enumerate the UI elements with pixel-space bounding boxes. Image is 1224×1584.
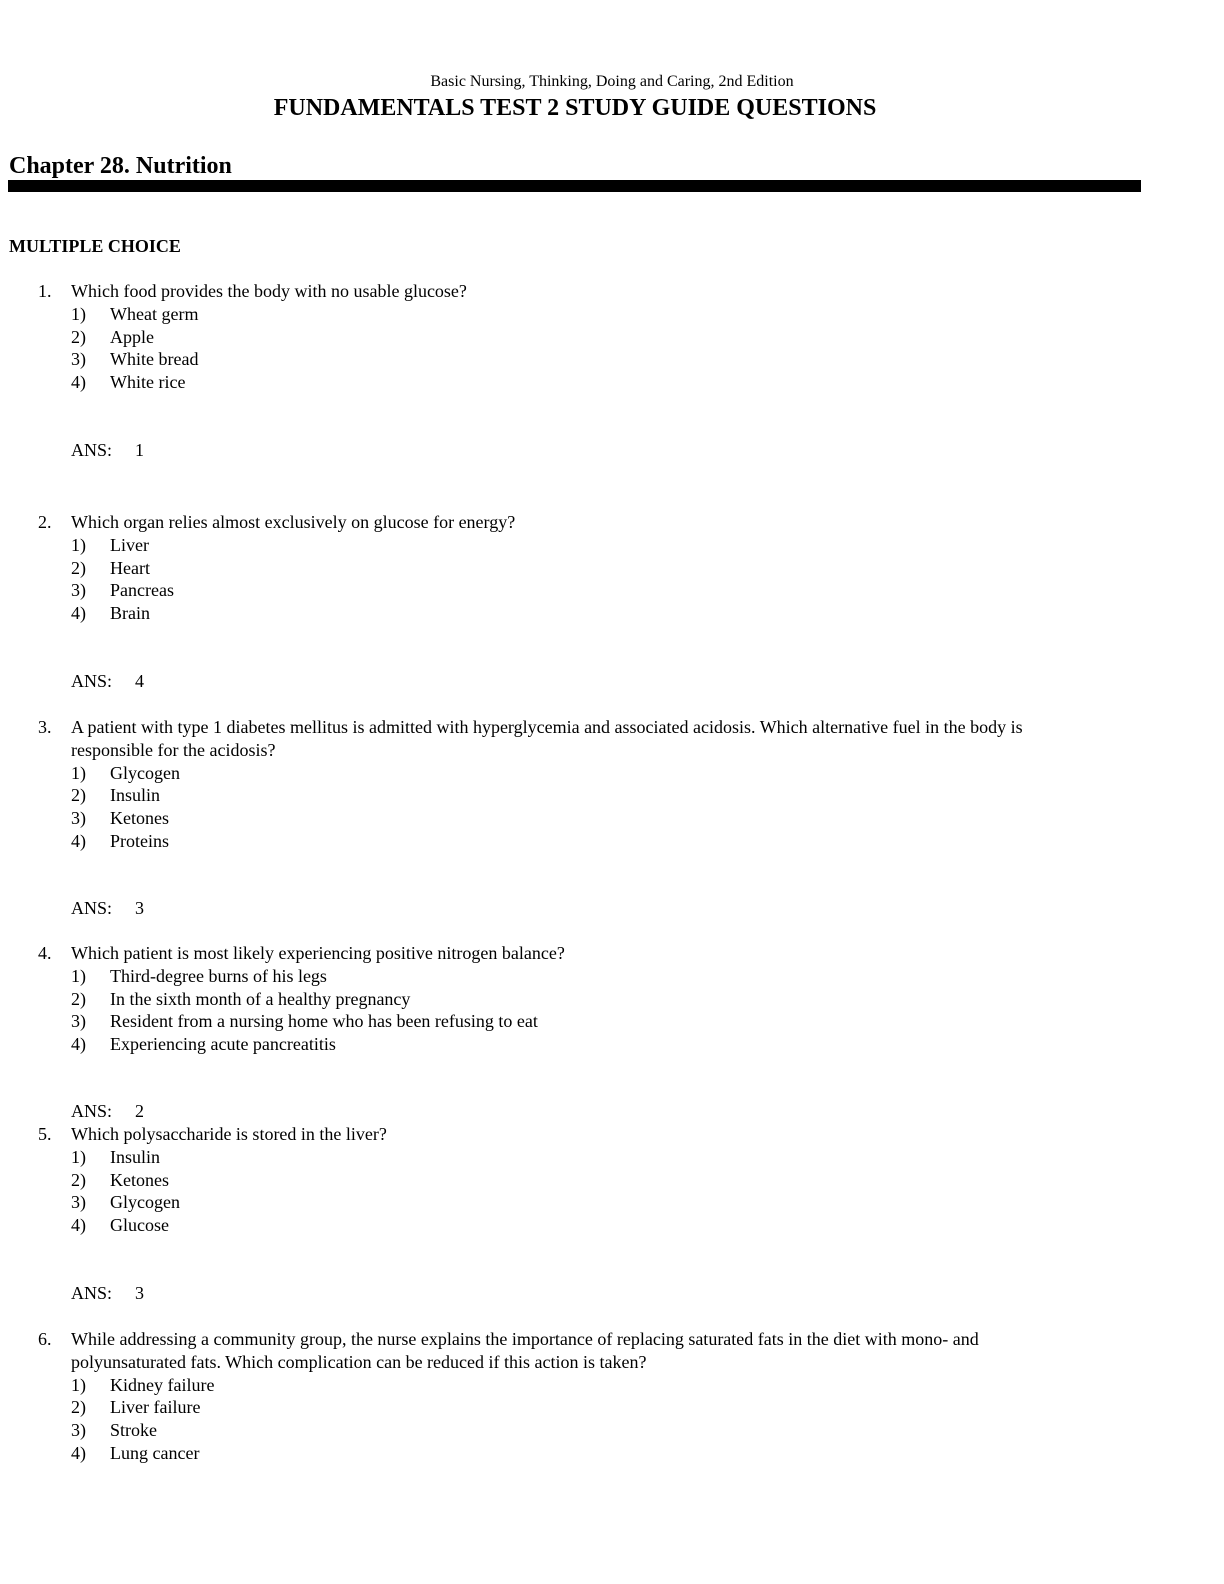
option-number: 4) — [71, 830, 86, 851]
option-number: 3) — [71, 1192, 86, 1213]
option-number: 1) — [71, 1374, 86, 1395]
option-text: White bread — [110, 349, 199, 370]
option-number: 3) — [71, 1011, 86, 1032]
question-line — [0, 511, 1224, 534]
answer-option — [0, 1191, 1224, 1214]
answer-option — [0, 784, 1224, 807]
option-text: Glucose — [110, 1215, 169, 1236]
option-number: 2) — [71, 1169, 86, 1190]
answer-option — [0, 557, 1224, 580]
document-title: FUNDAMENTALS TEST 2 STUDY GUIDE QUESTIONS — [273, 95, 877, 121]
question-text: A patient with type 1 diabetes mellitus is admitted with hyperglycemia and associated acidosis. Which alternative fuel in the body is — [71, 717, 1023, 737]
option-text: Wheat germ — [110, 303, 199, 324]
document-subtitle: Basic Nursing, Thinking, Doing and Caring, 2nd Edition — [430, 73, 794, 90]
answer-option — [0, 1010, 1224, 1033]
option-text: In the sixth month of a healthy pregnancy — [110, 988, 411, 1009]
answer-label: ANS: — [71, 898, 113, 918]
option-text: Insulin — [110, 1146, 161, 1167]
answer-value: 2 — [135, 1101, 144, 1121]
option-text: White rice — [110, 372, 186, 393]
answer-key — [71, 1100, 144, 1122]
question-item — [0, 942, 1224, 1056]
answer-label: ANS: — [71, 1101, 113, 1121]
answer-option — [0, 303, 1224, 326]
option-text: Glycogen — [110, 762, 180, 783]
question-line — [0, 739, 1224, 762]
answer-value: 4 — [135, 671, 144, 691]
answer-option — [0, 579, 1224, 602]
answer-option — [0, 1442, 1224, 1465]
question-number: 2. — [38, 512, 52, 532]
option-number: 4) — [71, 1034, 86, 1055]
option-text: Liver failure — [110, 1397, 201, 1418]
option-text: Resident from a nursing home who has been refusing to eat — [110, 1011, 538, 1032]
option-number: 2) — [71, 557, 86, 578]
option-number: 4) — [71, 603, 86, 624]
option-number: 3) — [71, 808, 86, 829]
answer-option — [0, 1033, 1224, 1056]
answer-option — [0, 1214, 1224, 1237]
option-number: 2) — [71, 988, 86, 1009]
option-number: 1) — [71, 534, 86, 555]
question-line — [0, 1123, 1224, 1146]
question-number: 6. — [38, 1329, 52, 1349]
question-item — [0, 716, 1224, 853]
chapter-divider — [8, 180, 1141, 192]
question-text: Which food provides the body with no usable glucose? — [71, 281, 467, 301]
answer-key — [71, 670, 144, 692]
option-text: Liver — [110, 534, 149, 555]
option-number: 1) — [71, 1146, 86, 1167]
question-line — [0, 280, 1224, 303]
answer-label: ANS: — [71, 671, 113, 691]
answer-option — [0, 807, 1224, 830]
answer-option — [0, 1419, 1224, 1442]
option-number: 3) — [71, 349, 86, 370]
answer-option — [0, 1396, 1224, 1419]
question-line — [0, 716, 1224, 739]
option-text: Experiencing acute pancreatitis — [110, 1034, 336, 1055]
question-line — [0, 942, 1224, 965]
answer-option — [0, 602, 1224, 625]
answer-option — [0, 988, 1224, 1011]
question-number: 5. — [38, 1124, 52, 1144]
option-text: Third-degree burns of his legs — [110, 965, 327, 986]
option-text: Stroke — [110, 1420, 157, 1441]
answer-option — [0, 1169, 1224, 1192]
option-text: Glycogen — [110, 1192, 180, 1213]
question-item — [0, 511, 1224, 625]
question-line — [0, 1351, 1224, 1374]
option-text: Insulin — [110, 785, 161, 806]
answer-label: ANS: — [71, 440, 113, 460]
answer-option — [0, 1374, 1224, 1397]
option-number: 3) — [71, 580, 86, 601]
option-text: Brain — [110, 603, 150, 624]
answer-key — [71, 897, 144, 919]
option-text: Heart — [110, 557, 150, 578]
answer-value: 3 — [135, 1283, 144, 1303]
question-item — [0, 1123, 1224, 1237]
option-number: 1) — [71, 303, 86, 324]
option-text: Pancreas — [110, 580, 174, 601]
option-text: Apple — [110, 326, 154, 347]
answer-option — [0, 326, 1224, 349]
option-text: Lung cancer — [110, 1442, 200, 1463]
option-text: Ketones — [110, 1169, 169, 1190]
option-number: 3) — [71, 1420, 86, 1441]
option-number: 1) — [71, 762, 86, 783]
option-text: Ketones — [110, 808, 169, 829]
option-number: 2) — [71, 326, 86, 347]
answer-option — [0, 830, 1224, 853]
answer-key — [71, 439, 144, 461]
option-number: 4) — [71, 1442, 86, 1463]
question-number: 4. — [38, 943, 52, 963]
section-heading: MULTIPLE CHOICE — [9, 236, 181, 256]
question-item — [0, 1328, 1224, 1465]
option-number: 2) — [71, 1397, 86, 1418]
question-number: 1. — [38, 281, 52, 301]
option-number: 2) — [71, 785, 86, 806]
answer-option — [0, 371, 1224, 394]
question-text: Which organ relies almost exclusively on glucose for energy? — [71, 512, 516, 532]
question-number: 3. — [38, 717, 52, 737]
answer-option — [0, 534, 1224, 557]
chapter-heading: Chapter 28. Nutrition — [9, 153, 232, 179]
question-text: While addressing a community group, the nurse explains the importance of replacing saturated fats in the diet with mono- and — [71, 1329, 979, 1349]
option-number: 4) — [71, 1215, 86, 1236]
answer-value: 1 — [135, 440, 144, 460]
question-item — [0, 280, 1224, 394]
answer-option — [0, 965, 1224, 988]
question-text: Which patient is most likely experiencing positive nitrogen balance? — [71, 943, 565, 963]
question-text: polyunsaturated fats. Which complication can be reduced if this action is taken? — [71, 1351, 647, 1372]
answer-option — [0, 348, 1224, 371]
question-line — [0, 1328, 1224, 1351]
question-text: Which polysaccharide is stored in the liver? — [71, 1124, 387, 1144]
answer-option — [0, 762, 1224, 785]
option-text: Proteins — [110, 830, 170, 851]
answer-key — [71, 1282, 144, 1304]
option-number: 4) — [71, 372, 86, 393]
option-text: Kidney failure — [110, 1374, 215, 1395]
answer-label: ANS: — [71, 1283, 113, 1303]
answer-value: 3 — [135, 898, 144, 918]
question-text: responsible for the acidosis? — [71, 739, 276, 760]
answer-option — [0, 1146, 1224, 1169]
option-number: 1) — [71, 965, 86, 986]
